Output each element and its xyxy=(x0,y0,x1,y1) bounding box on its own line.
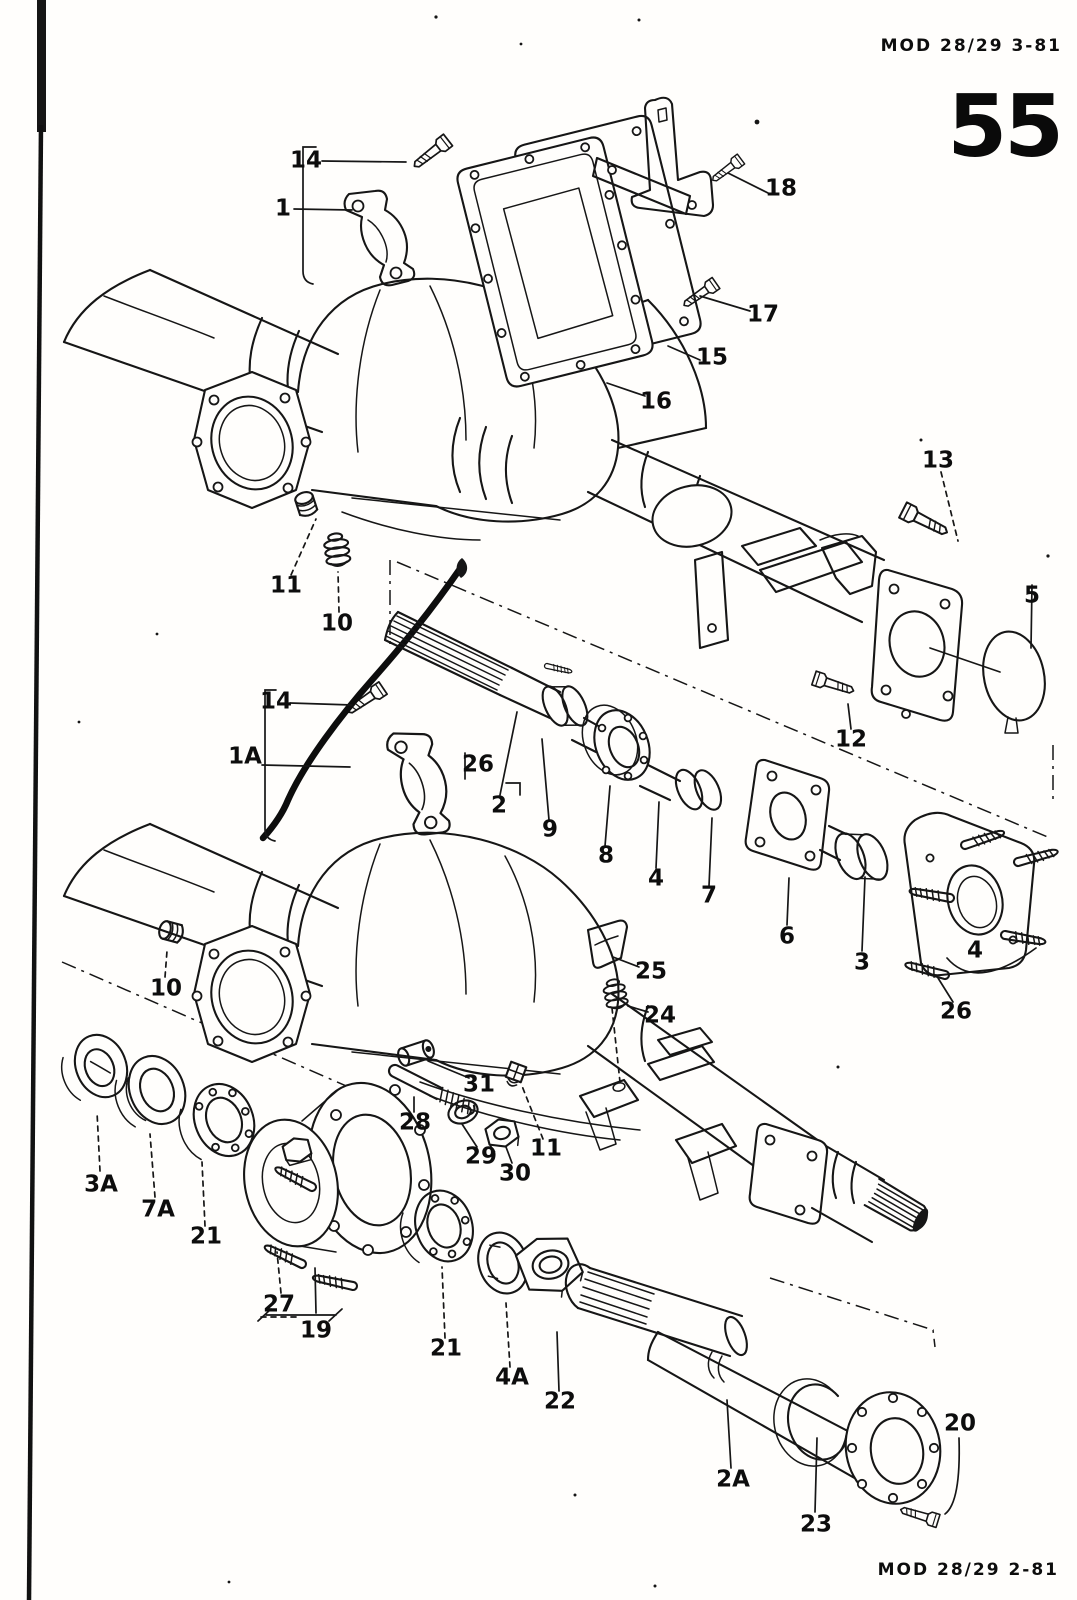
header-model-code: MOD 28/29 3-81 xyxy=(880,36,1062,56)
callout-1: 1 xyxy=(274,195,292,222)
callout-11-upper: 11 xyxy=(269,572,303,599)
callout-3A: 3A xyxy=(84,1171,118,1198)
part-breather-hose xyxy=(263,558,467,838)
part-gasket-16 xyxy=(455,135,655,389)
callout-23: 23 xyxy=(799,1511,833,1538)
callout-22: 22 xyxy=(543,1388,577,1415)
callout-2: 2 xyxy=(490,792,508,819)
callout-28: 28 xyxy=(398,1109,432,1136)
page-edge-bar xyxy=(29,0,46,1600)
callout-4A: 4A xyxy=(495,1364,529,1391)
part-drive-shaft-2 xyxy=(385,612,1059,981)
part-clamp-1 xyxy=(345,191,415,286)
part-flange-20 xyxy=(837,1385,949,1512)
callout-8: 8 xyxy=(597,842,615,869)
callout-13: 13 xyxy=(921,447,955,474)
callout-16: 16 xyxy=(639,388,673,415)
part-bolt-14-upper xyxy=(410,134,453,172)
part-bolt-12 xyxy=(812,671,856,698)
part-bolt-17 xyxy=(680,277,720,310)
callout-3: 3 xyxy=(853,949,871,976)
page-number: 55 xyxy=(947,77,1061,177)
part-bearing-8 xyxy=(572,697,659,788)
part-sleeve-31 xyxy=(396,1039,436,1067)
part-plug-11-upper xyxy=(294,490,318,518)
callout-31: 31 xyxy=(462,1071,496,1098)
callout-4-hub: 4 xyxy=(966,937,984,964)
part-valve-24 xyxy=(602,977,629,1010)
part-seal-3A xyxy=(52,1027,136,1111)
part-bolt-20 xyxy=(899,1503,940,1527)
callout-14-lower: 14 xyxy=(259,688,293,715)
part-ring-3 xyxy=(829,822,893,892)
callout-4-mid: 4 xyxy=(647,865,665,892)
callout-14-upper: 14 xyxy=(289,147,323,174)
callout-18: 18 xyxy=(764,175,798,202)
callout-2A: 2A xyxy=(716,1466,750,1493)
callout-7A: 7A xyxy=(141,1196,175,1223)
callout-19: 19 xyxy=(299,1317,333,1344)
callout-15: 15 xyxy=(695,344,729,371)
callout-11-lower: 11 xyxy=(529,1135,563,1162)
callout-30: 30 xyxy=(498,1160,532,1187)
callout-7: 7 xyxy=(700,882,718,909)
callout-10-lower: 10 xyxy=(149,975,183,1002)
callout-20: 20 xyxy=(943,1410,977,1437)
callout-26-mid: 26 xyxy=(461,751,495,778)
callout-25: 25 xyxy=(634,958,668,985)
callout-5: 5 xyxy=(1023,582,1041,609)
callout-1A: 1A xyxy=(228,743,262,770)
part-flange-6 xyxy=(746,760,829,870)
callout-6: 6 xyxy=(778,923,796,950)
part-washer-29 xyxy=(445,1097,481,1128)
valve-stem-line xyxy=(612,1008,620,1082)
callout-29: 29 xyxy=(464,1143,498,1170)
callout-24: 24 xyxy=(643,1002,677,1029)
part-clamp-1A xyxy=(375,729,461,838)
part-bushing-10-upper xyxy=(323,532,351,568)
part-nut-22 xyxy=(513,1231,587,1305)
part-bolt-13 xyxy=(899,502,951,540)
callout-27: 27 xyxy=(262,1291,296,1318)
callout-10-upper: 10 xyxy=(320,610,354,637)
part-splined-tip xyxy=(865,1179,933,1235)
part-ring-7 xyxy=(670,759,726,821)
part-stub-axle xyxy=(566,1264,751,1358)
part-plug-11-lower xyxy=(504,1062,527,1089)
part-bolt-18 xyxy=(709,154,745,185)
part-plug-10-lower xyxy=(157,920,184,943)
footer-model-code: MOD 28/29 2-81 xyxy=(877,1560,1059,1580)
callout-9: 9 xyxy=(541,816,559,843)
callout-21-left: 21 xyxy=(189,1223,223,1250)
part-stud-small xyxy=(544,662,573,674)
callout-21-right: 21 xyxy=(429,1335,463,1362)
callout-12: 12 xyxy=(834,726,868,753)
callout-26-right: 26 xyxy=(939,998,973,1025)
callout-17: 17 xyxy=(746,301,780,328)
